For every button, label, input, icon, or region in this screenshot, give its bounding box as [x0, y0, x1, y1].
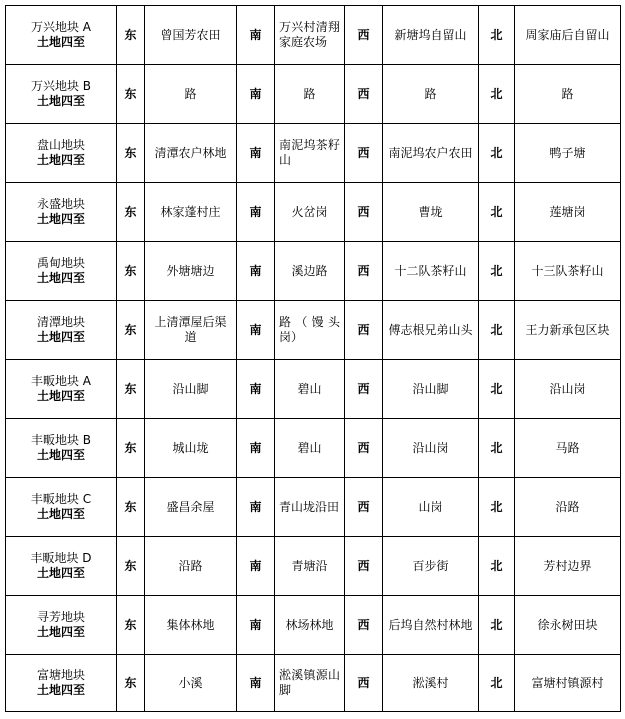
boundary-west-value: 沿山脚 [383, 360, 479, 419]
direction-label-south: 南 [237, 6, 275, 65]
direction-label-west: 西 [345, 478, 383, 537]
plot-subtitle: 土地四至 [36, 35, 85, 49]
direction-label-north: 北 [479, 360, 515, 419]
plot-name: 富塘地块 [36, 668, 85, 682]
direction-label-east: 东 [117, 242, 145, 301]
boundary-north-value: 徐永树田块 [515, 596, 621, 655]
boundary-north-value: 沿山岗 [515, 360, 621, 419]
direction-label-south: 南 [237, 183, 275, 242]
plot-subtitle: 土地四至 [36, 389, 85, 403]
boundary-east-value: 林家蓬村庄 [145, 183, 237, 242]
plot-subtitle: 土地四至 [36, 448, 85, 462]
direction-label-west: 西 [345, 360, 383, 419]
boundary-south-value: 路（馒头岗） [275, 301, 345, 360]
direction-label-east: 东 [117, 360, 145, 419]
direction-label-north: 北 [479, 537, 515, 596]
direction-label-east: 东 [117, 6, 145, 65]
direction-label-east: 东 [117, 478, 145, 537]
plot-name-cell [6, 242, 117, 301]
direction-label-north: 北 [479, 301, 515, 360]
plot-name-cell [6, 655, 117, 712]
direction-label-east: 东 [117, 655, 145, 712]
boundary-west-value: 傅志根兄弟山头 [383, 301, 479, 360]
boundary-north-value: 王力新承包区块 [515, 301, 621, 360]
plot-subtitle: 土地四至 [36, 153, 85, 167]
plot-name-cell [6, 65, 117, 124]
boundary-east-value: 城山垅 [145, 419, 237, 478]
plot-name: 万兴地块 B [30, 79, 92, 93]
plot-name: 丰畈地块 D [30, 551, 92, 565]
direction-label-east: 东 [117, 124, 145, 183]
table-row [6, 242, 621, 301]
plot-name-cell [6, 124, 117, 183]
table-row [6, 183, 621, 242]
table-row [6, 478, 621, 537]
boundary-west-value: 百步街 [383, 537, 479, 596]
direction-label-south: 南 [237, 360, 275, 419]
table-row [6, 124, 621, 183]
direction-label-east: 东 [117, 537, 145, 596]
plot-name: 禹甸地块 [36, 256, 85, 270]
boundary-south-value: 青山垅沿田 [275, 478, 345, 537]
plot-subtitle: 土地四至 [36, 507, 85, 521]
direction-label-south: 南 [237, 478, 275, 537]
direction-label-north: 北 [479, 419, 515, 478]
direction-label-west: 西 [345, 419, 383, 478]
direction-label-south: 南 [237, 242, 275, 301]
direction-label-west: 西 [345, 596, 383, 655]
plot-name: 丰畈地块 B [30, 433, 92, 447]
boundary-west-value: 南泥坞农户农田 [383, 124, 479, 183]
direction-label-north: 北 [479, 242, 515, 301]
boundary-south-value: 碧山 [275, 419, 345, 478]
direction-label-south: 南 [237, 65, 275, 124]
boundary-east-value: 沿山脚 [145, 360, 237, 419]
plot-name-cell [6, 596, 117, 655]
plot-name-cell [6, 419, 117, 478]
table-body [6, 6, 621, 712]
plot-name-cell [6, 360, 117, 419]
direction-label-north: 北 [479, 655, 515, 712]
boundary-east-value: 集体林地 [145, 596, 237, 655]
boundary-east-value: 外塘塘边 [145, 242, 237, 301]
table-row [6, 360, 621, 419]
direction-label-west: 西 [345, 655, 383, 712]
boundary-south-value: 南泥坞茶籽山 [275, 124, 345, 183]
plot-subtitle: 土地四至 [36, 94, 85, 108]
boundary-north-value: 鸭子塘 [515, 124, 621, 183]
plot-name: 寻芳地块 [36, 610, 85, 624]
boundary-north-value: 莲塘岗 [515, 183, 621, 242]
boundary-north-value: 马路 [515, 419, 621, 478]
plot-subtitle: 土地四至 [36, 566, 85, 580]
plot-name: 万兴地块 A [30, 20, 92, 34]
boundary-north-value: 沿路 [515, 478, 621, 537]
table-row [6, 301, 621, 360]
plot-name-cell [6, 301, 117, 360]
direction-label-east: 东 [117, 301, 145, 360]
direction-label-north: 北 [479, 183, 515, 242]
boundary-south-value: 溪边路 [275, 242, 345, 301]
boundary-west-value: 沿山岗 [383, 419, 479, 478]
direction-label-south: 南 [237, 301, 275, 360]
direction-label-west: 西 [345, 301, 383, 360]
boundary-south-value: 火岔岗 [275, 183, 345, 242]
plot-name-cell [6, 537, 117, 596]
boundary-east-value: 清潭农户林地 [145, 124, 237, 183]
direction-label-north: 北 [479, 6, 515, 65]
plot-name: 盘山地块 [36, 138, 85, 152]
direction-label-west: 西 [345, 537, 383, 596]
plot-subtitle: 土地四至 [36, 625, 85, 639]
direction-label-west: 西 [345, 6, 383, 65]
boundary-east-value: 上清潭屋后渠道 [145, 301, 237, 360]
table-row [6, 6, 621, 65]
direction-label-north: 北 [479, 65, 515, 124]
direction-label-west: 西 [345, 124, 383, 183]
boundary-east-value: 曾国芳农田 [145, 6, 237, 65]
table-row [6, 537, 621, 596]
boundary-north-value: 十三队茶籽山 [515, 242, 621, 301]
table-row [6, 65, 621, 124]
plot-subtitle: 土地四至 [36, 271, 85, 285]
direction-label-south: 南 [237, 596, 275, 655]
plot-name-cell [6, 478, 117, 537]
plot-name: 永盛地块 [36, 197, 85, 211]
plot-name: 丰畈地块 C [30, 492, 92, 506]
boundary-south-value: 青塘沿 [275, 537, 345, 596]
boundary-west-value: 淞溪村 [383, 655, 479, 712]
direction-label-west: 西 [345, 65, 383, 124]
boundary-east-value: 小溪 [145, 655, 237, 712]
direction-label-west: 西 [345, 183, 383, 242]
direction-label-south: 南 [237, 124, 275, 183]
plot-name-cell [6, 6, 117, 65]
boundary-east-value: 盛昌余屋 [145, 478, 237, 537]
boundary-south-value: 碧山 [275, 360, 345, 419]
boundary-west-value: 山岗 [383, 478, 479, 537]
boundary-south-value: 路 [275, 65, 345, 124]
direction-label-north: 北 [479, 478, 515, 537]
boundary-north-value: 富塘村镇源村 [515, 655, 621, 712]
land-boundary-table [5, 5, 621, 712]
boundary-north-value: 芳村边界 [515, 537, 621, 596]
boundary-east-value: 路 [145, 65, 237, 124]
direction-label-east: 东 [117, 596, 145, 655]
direction-label-south: 南 [237, 655, 275, 712]
boundary-north-value: 周家庙后自留山 [515, 6, 621, 65]
plot-subtitle: 土地四至 [36, 683, 85, 697]
table-row [6, 419, 621, 478]
direction-label-south: 南 [237, 419, 275, 478]
table-row [6, 655, 621, 712]
boundary-west-value: 路 [383, 65, 479, 124]
plot-subtitle: 土地四至 [36, 212, 85, 226]
boundary-west-value: 曹垅 [383, 183, 479, 242]
boundary-west-value: 十二队茶籽山 [383, 242, 479, 301]
plot-name-cell [6, 183, 117, 242]
direction-label-north: 北 [479, 124, 515, 183]
plot-name: 丰畈地块 A [30, 374, 92, 388]
table-row [6, 596, 621, 655]
direction-label-east: 东 [117, 65, 145, 124]
boundary-west-value: 新塘坞自留山 [383, 6, 479, 65]
direction-label-east: 东 [117, 183, 145, 242]
boundary-south-value: 林场林地 [275, 596, 345, 655]
direction-label-east: 东 [117, 419, 145, 478]
plot-subtitle: 土地四至 [36, 330, 85, 344]
direction-label-south: 南 [237, 537, 275, 596]
plot-name: 清潭地块 [36, 315, 85, 329]
boundary-south-value: 万兴村清翔家庭农场 [275, 6, 345, 65]
boundary-west-value: 后坞自然村林地 [383, 596, 479, 655]
direction-label-north: 北 [479, 596, 515, 655]
boundary-north-value: 路 [515, 65, 621, 124]
boundary-south-value: 淞溪镇源山脚 [275, 655, 345, 712]
boundary-east-value: 沿路 [145, 537, 237, 596]
direction-label-west: 西 [345, 242, 383, 301]
